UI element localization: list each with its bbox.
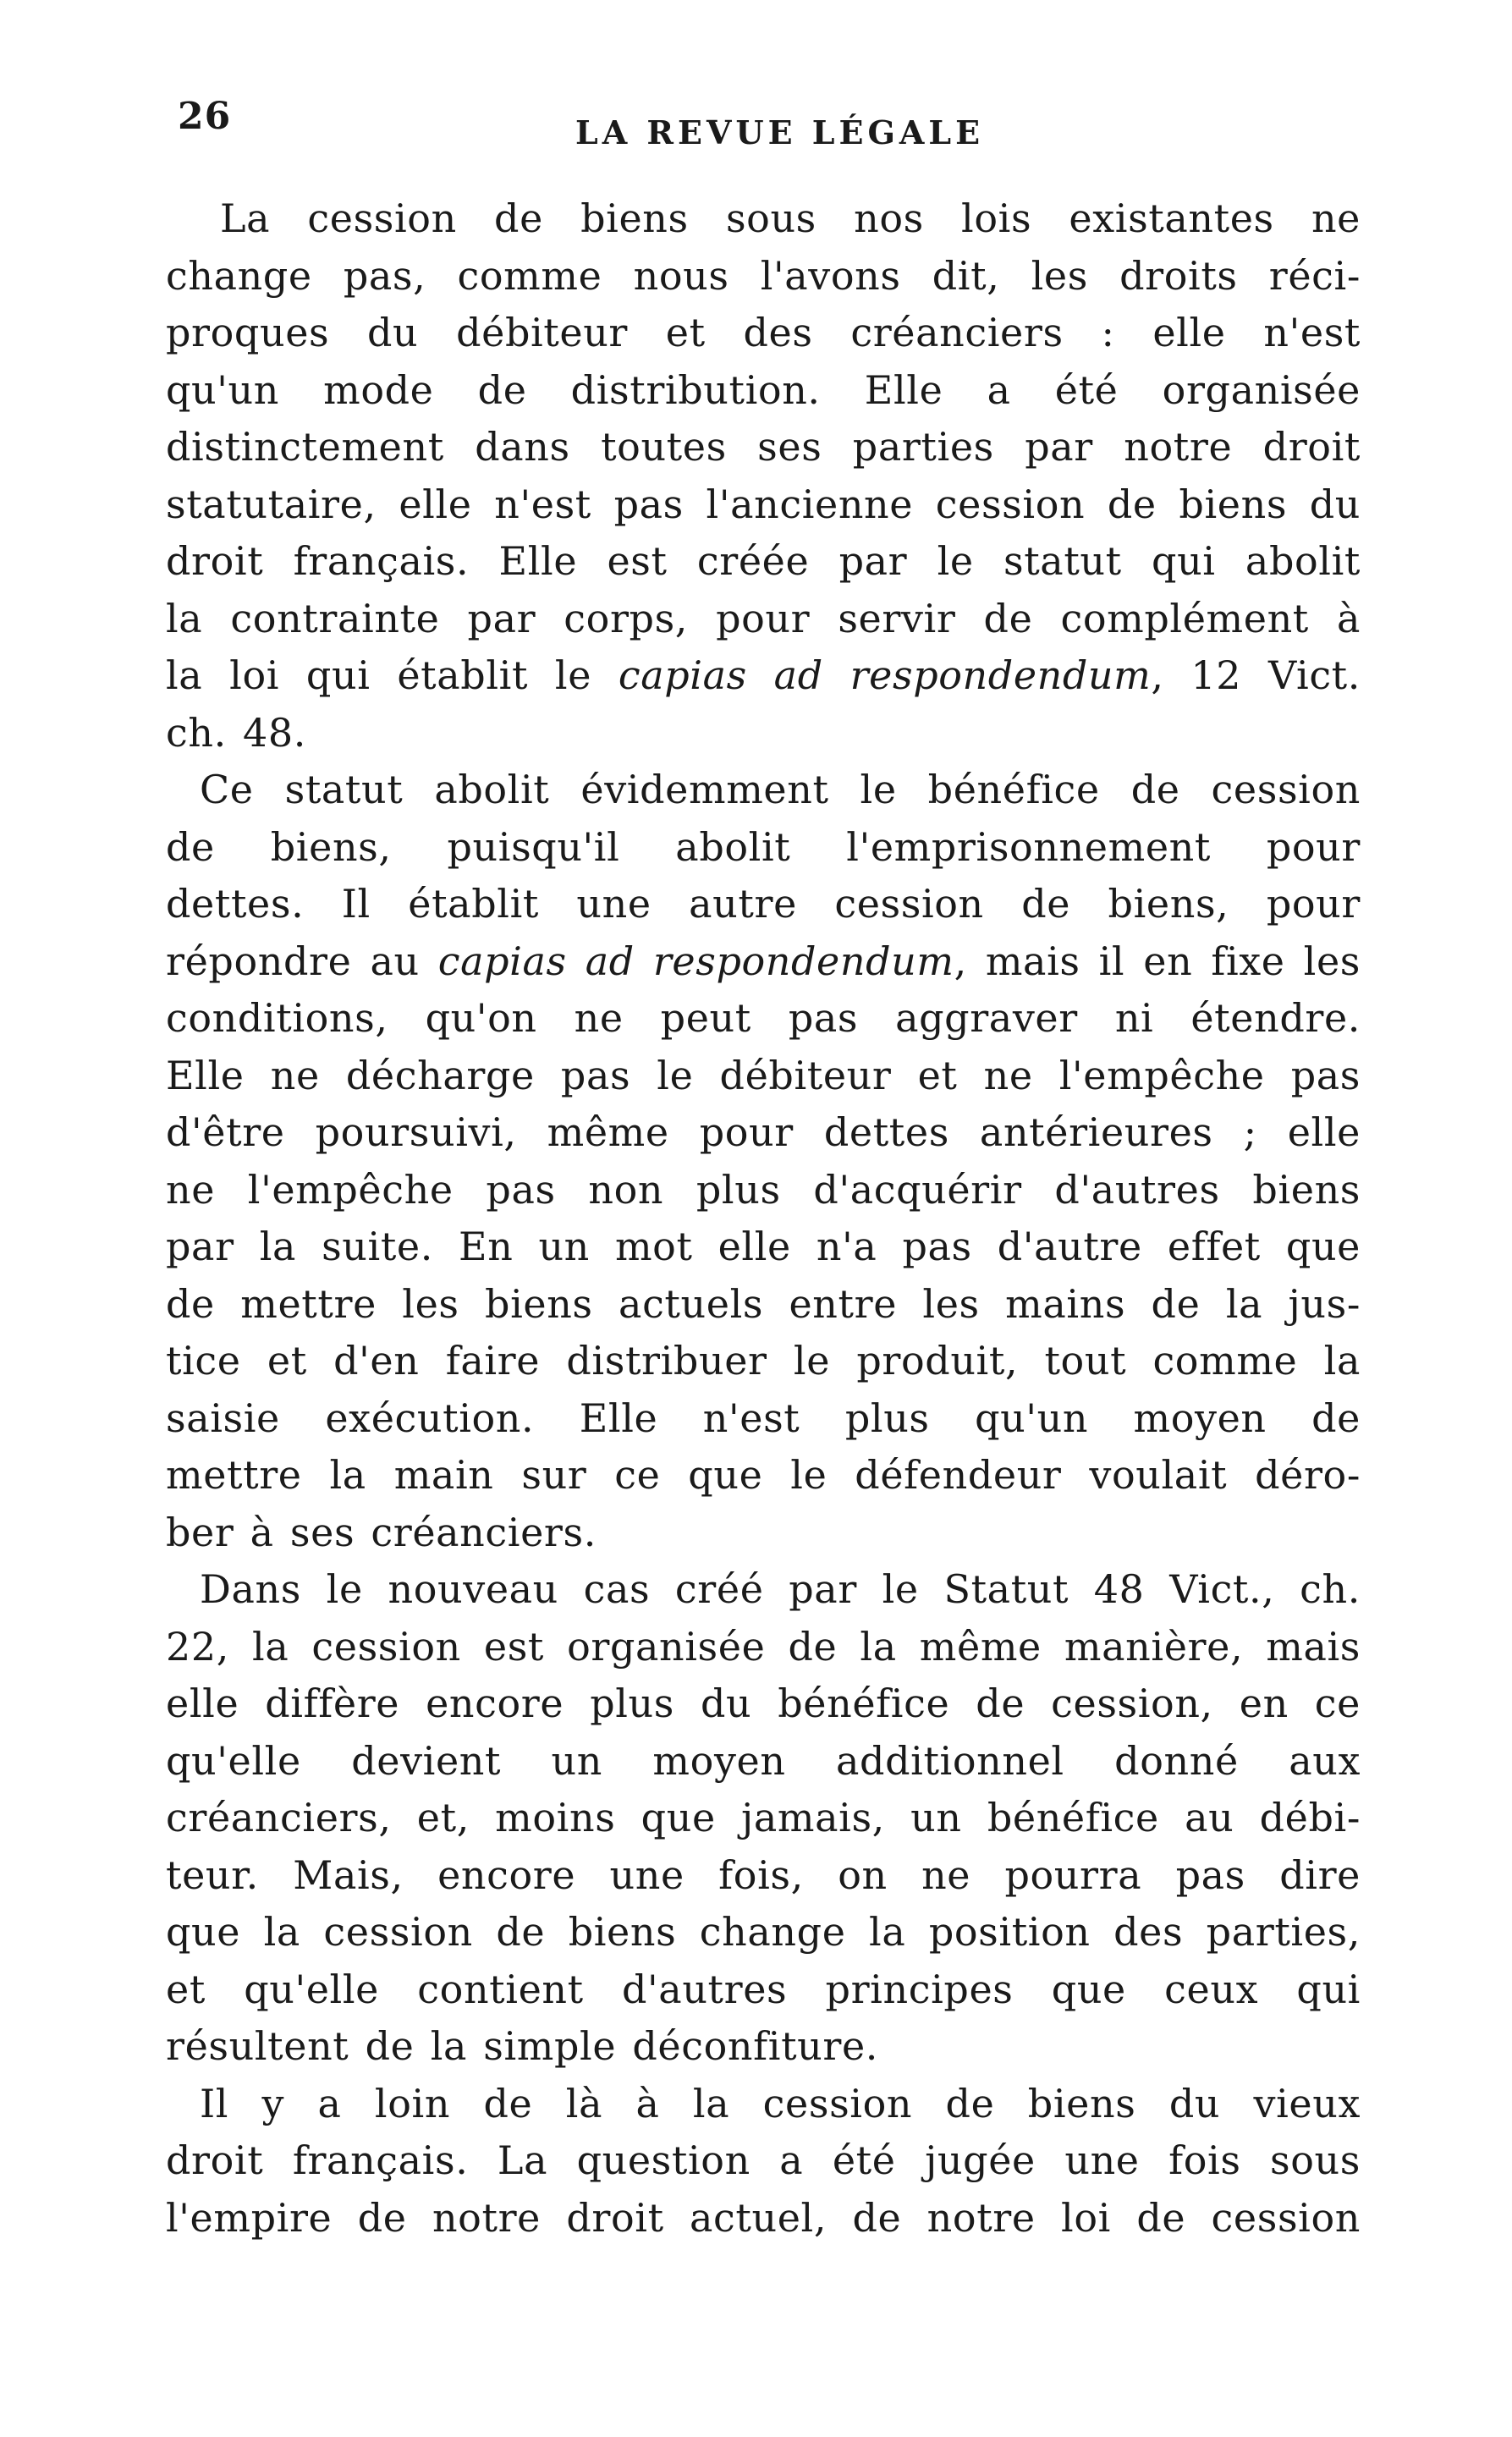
text-line: statutaire, elle n'est pas l'ancienne cession de biens du — [166, 481, 1361, 527]
text-line: Ce statut abolit évidemment le bénéfice de cession — [200, 767, 1361, 812]
text-line: mettre la main sur ce que le défendeur voulait déro- — [166, 1452, 1361, 1498]
text-line: ch. 48. — [166, 709, 306, 756]
text-line: droit français. Elle est créée par le statut qui abolit — [166, 538, 1361, 584]
text-line: conditions, qu'on ne peut pas aggraver ni étendre. — [166, 995, 1361, 1041]
text-line: de mettre les biens actuels entre les mains de la jus- — [166, 1280, 1361, 1327]
text-line: l'empire de notre droit actuel, de notre loi de cession — [166, 2194, 1361, 2241]
text-line: proques du débiteur et des créanciers : elle n'est — [166, 310, 1361, 355]
text-line: résultent de la simple déconfiture. — [166, 2023, 879, 2069]
page-header — [178, 95, 1379, 154]
text-line: dettes. Il établit une autre cession de biens, pour — [166, 881, 1361, 927]
text-line: créanciers, et, moins que jamais, un bénéfice au débi- — [166, 1795, 1361, 1840]
text-line: Il y a loin de là à la cession de biens du vieux — [200, 2080, 1361, 2126]
running-head: LA REVUE LÉGALE — [575, 113, 985, 151]
text-line: par la suite. En un mot elle n'a pas d'autre effet que — [166, 1224, 1361, 1269]
text-line-with-italic: la loi qui établit le capias ad respondendum, 12 Vict. — [166, 652, 1361, 698]
text-line: que la cession de biens change la position des parties, — [166, 1909, 1361, 1955]
latin-phrase: capias ad respondendum — [437, 938, 954, 984]
text-line: la contrainte par corps, pour servir de complément à — [166, 595, 1361, 641]
page-number: 26 — [178, 95, 232, 138]
text-line: ber à ses créanciers. — [166, 1509, 597, 1555]
text-line: qu'un mode de distribution. Elle a été organisée — [166, 366, 1361, 413]
text-line: droit français. La question a été jugée une fois sous — [166, 2137, 1361, 2183]
paragraph-2 — [166, 762, 1361, 1561]
text-line: tice et d'en faire distribuer le produit, tout comme la — [166, 1338, 1361, 1384]
text-line: distinctement dans toutes ses parties par notre droit — [166, 424, 1361, 470]
text-line: Elle ne décharge pas le débiteur et ne l'empêche pas — [166, 1052, 1361, 1098]
text-line: et qu'elle contient d'autres principes que ceux qui — [166, 1966, 1361, 2012]
text-line: saisie exécution. Elle n'est plus qu'un moyen de — [166, 1395, 1361, 1441]
paragraph-1 — [166, 190, 1361, 762]
text-line: 22, la cession est organisée de la même manière, mais — [166, 1623, 1361, 1670]
text-line: La cession de biens sous nos lois existantes ne — [220, 195, 1361, 241]
text-line: de biens, puisqu'il abolit l'emprisonnement pour — [166, 823, 1361, 870]
text-line-with-italic: répondre au capias ad respondendum, mais il en fixe les — [166, 938, 1361, 984]
text-line: elle diffère encore plus du bénéfice de cession, en ce — [166, 1681, 1361, 1726]
text-line: qu'elle devient un moyen additionnel donné aux — [166, 1737, 1361, 1784]
latin-phrase: capias ad respondendum — [618, 652, 1152, 698]
paragraph-3 — [166, 1561, 1361, 2076]
text-line: ne l'empêche pas non plus d'acquérir d'autres biens — [166, 1166, 1361, 1213]
paragraph-4 — [166, 2076, 1361, 2247]
text-line: teur. Mais, encore une fois, on ne pourra pas dire — [166, 1851, 1361, 1898]
text-line: d'être poursuivi, même pour dettes antérieures ; elle — [166, 1109, 1361, 1155]
body-text — [166, 190, 1361, 2247]
text-line: Dans le nouveau cas créé par le Statut 48 Vict., ch. — [200, 1566, 1361, 1612]
text-line: change pas, comme nous l'avons dit, les droits réci- — [166, 252, 1361, 299]
